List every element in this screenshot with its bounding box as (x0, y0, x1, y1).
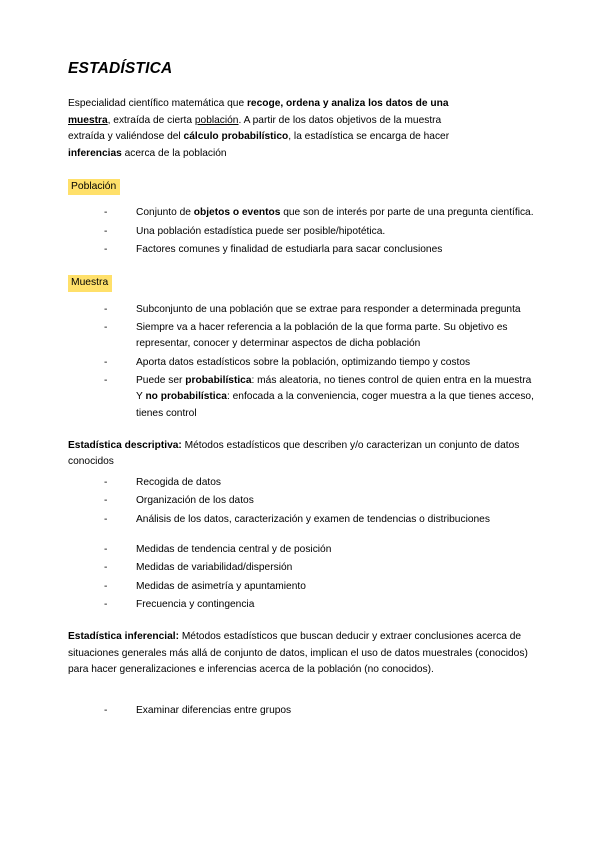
list-item: - Análisis de los datos, caracterización y examen de tendencias o distribuciones (104, 512, 538, 528)
descriptiva-text: Métodos estadísticos que describen y/o caracterizan un conjunto de datos conocidos (68, 439, 520, 468)
section-heading-muestra (68, 272, 538, 297)
muestra-list (68, 302, 538, 422)
highlight-poblacion: Población (68, 179, 120, 195)
intro-seg-7: , la estadística se encarga de hacer (288, 131, 450, 143)
list-item: - Examinar diferencias entre grupos (104, 703, 538, 719)
list-item: - Recogida de datos (104, 475, 538, 491)
descriptiva-label: Estadística descriptiva: (68, 439, 182, 451)
descriptiva-heading (68, 438, 528, 471)
list-item: - Aporta datos estadísticos sobre la población, optimizando tiempo y costos (104, 355, 538, 371)
list-item: - Subconjunto de una población que se extrae para responder a determinada pregunta (104, 302, 538, 318)
descriptiva-list (68, 475, 538, 613)
intro-seg-1: recoge, ordena y analiza los datos de una (246, 98, 449, 109)
poblacion-list (68, 205, 538, 258)
intro-seg-5: . A partir de los datos objetivos de la muestra extraída y valiéndose del (68, 114, 442, 143)
list-item: - Puede ser probabilística: más aleatoria, no tienes control de quien entra en la muestra Y no probabilística: enfocada a la conveniencia, coger muestra a la que tienes acceso, tienes control (104, 373, 538, 422)
inferencial-text: Métodos estadísticos que buscan deducir y extraer conclusiones acerca de situaciones generales más allá de conjunto de datos, implican el uso de datos muestrales (conocidos) para hacer generalizaciones e inferencias acerca de la población (no conocidos). (68, 631, 528, 676)
list-item: - Medidas de variabilidad/dispersión (104, 560, 538, 576)
list-item: - Medidas de asimetría y apuntamiento (104, 579, 538, 595)
list-item: - Frecuencia y contingencia (104, 597, 538, 613)
list-item: - Siempre va a hacer referencia a la población de la que forma parte. Su objetivo es representar, conocer y determinar aspectos de dicha población (104, 320, 538, 353)
spacer (68, 683, 538, 701)
list-item: - Una población estadística puede ser posible/hipotética. (104, 224, 538, 240)
list-item: - Organización de los datos (104, 493, 538, 509)
inferencial-label: Estadística inferencial: (68, 631, 179, 643)
list-item: - Medidas de tendencia central y de posición (104, 542, 538, 558)
intro-seg-2: muestra (68, 114, 108, 126)
list-item: - Conjunto de objetos o eventos que son de interés por parte de una pregunta científica. (104, 205, 538, 221)
intro-paragraph (68, 96, 478, 162)
intro-seg-8: inferencias (68, 147, 122, 159)
section-heading-poblacion (68, 176, 538, 201)
list-item: - Factores comunes y finalidad de estudiarla para sacar conclusiones (104, 242, 538, 258)
intro-seg-3: , extraída de cierta (107, 114, 195, 126)
muestra-extra-line: Y no probabilística: enfocada a la conveniencia, coger muestra a la que tienes acceso, tienes control (136, 391, 534, 419)
highlight-muestra: Muestra (68, 275, 112, 291)
inferencial-list (68, 703, 538, 719)
inferencial-heading (68, 629, 528, 679)
intro-seg-0: Especialidad científico matemática que (68, 98, 247, 109)
intro-seg-4: población (194, 114, 239, 126)
intro-seg-6: cálculo probabilístico (183, 131, 289, 143)
intro-seg-9: acerca de la población (121, 147, 227, 159)
page-title: ESTADÍSTICA (68, 60, 173, 77)
